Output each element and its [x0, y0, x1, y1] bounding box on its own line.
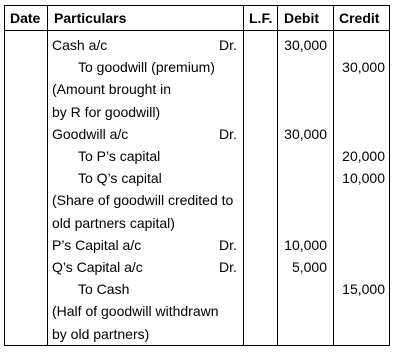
table-row — [5, 212, 389, 234]
credit-amount: 15,000 — [342, 281, 385, 298]
particulars-text: (Amount brought in — [52, 81, 172, 98]
particulars-text: Cash a/c — [52, 37, 108, 53]
dr-label: Dr. — [219, 125, 237, 142]
table-header — [5, 6, 389, 31]
table-row — [5, 256, 389, 278]
credit-amount: 20,000 — [342, 148, 385, 164]
table-row — [5, 167, 389, 189]
table-row — [5, 101, 389, 123]
table-row — [5, 56, 389, 78]
particulars-text: To Cash — [78, 281, 130, 298]
particulars-text: P’s Capital a/c — [52, 236, 142, 253]
table-row — [5, 323, 389, 345]
table-row — [5, 300, 389, 322]
dr-label: Dr. — [219, 236, 237, 253]
particulars-text: To goodwill (premium) — [78, 59, 215, 76]
table-row — [5, 123, 389, 145]
table-row — [5, 189, 389, 211]
journal-entry-table — [4, 5, 390, 346]
particulars-text: To P’s capital — [78, 148, 161, 164]
particulars-text: old partners capital) — [52, 214, 175, 231]
header-particulars: Particulars — [54, 10, 127, 26]
particulars-text: by old partners) — [52, 325, 150, 342]
dr-label: Dr. — [219, 37, 237, 53]
header-debit: Debit — [284, 10, 319, 26]
table-row — [5, 34, 389, 56]
particulars-text: by R for goodwill) — [52, 103, 161, 120]
debit-amount: 30,000 — [284, 125, 327, 142]
particulars-text: Q’s Capital a/c — [52, 259, 143, 275]
table-row — [5, 145, 389, 167]
table-row — [5, 278, 389, 300]
debit-amount: 30,000 — [284, 37, 327, 53]
header-date: Date — [10, 10, 41, 26]
particulars-text: Goodwill a/c — [52, 125, 129, 142]
table-row — [5, 78, 389, 100]
credit-amount: 10,000 — [342, 170, 385, 187]
credit-amount: 30,000 — [342, 59, 385, 76]
header-credit: Credit — [339, 10, 380, 26]
table-row — [5, 234, 389, 256]
dr-label: Dr. — [219, 259, 237, 275]
header-lf: L.F. — [249, 10, 273, 26]
debit-amount: 5,000 — [291, 259, 327, 275]
debit-amount: 10,000 — [284, 236, 327, 253]
particulars-text: (Share of goodwill credited to — [52, 192, 234, 209]
particulars-text: To Q’s capital — [78, 170, 162, 187]
particulars-text: (Half of goodwill withdrawn — [52, 303, 219, 320]
